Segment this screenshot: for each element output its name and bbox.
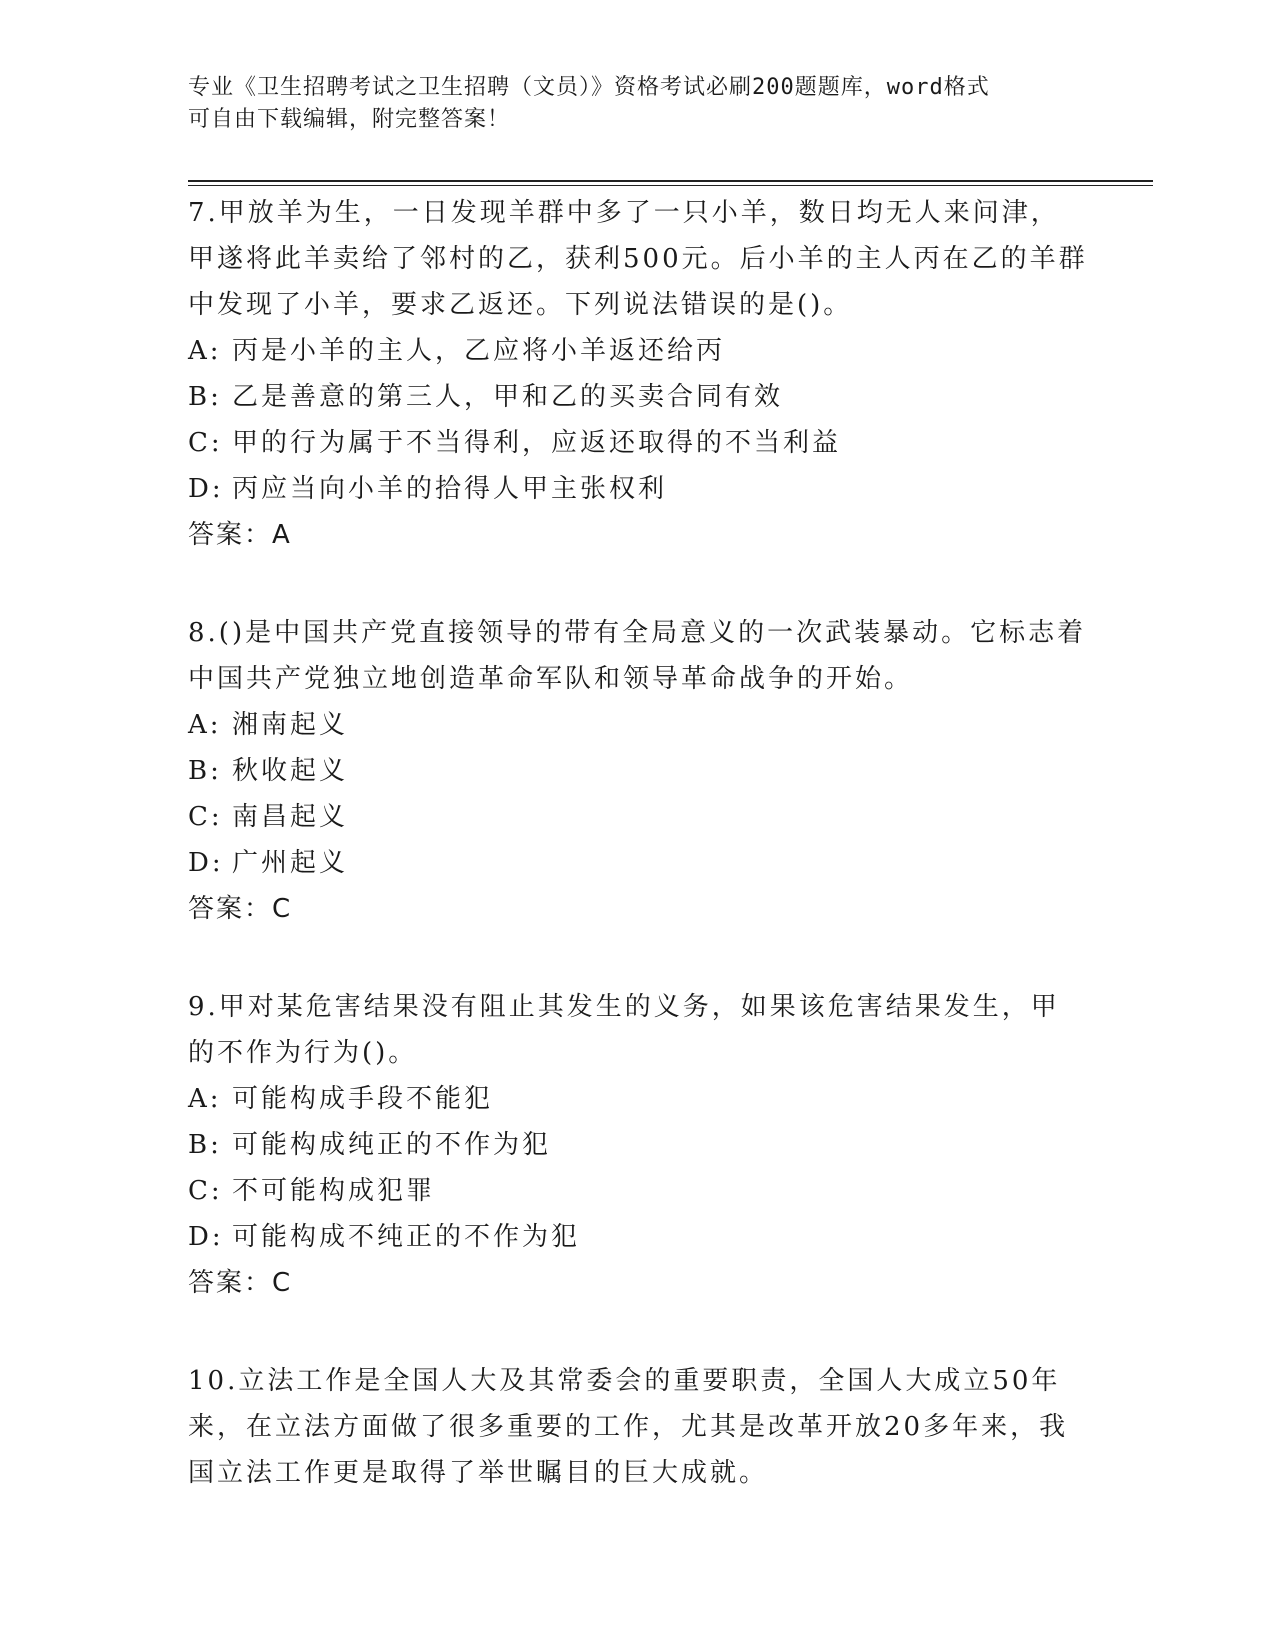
option-a: [188, 328, 1088, 374]
option-key: B:: [188, 1130, 222, 1160]
option-key: D:: [188, 1222, 224, 1252]
answer-line: 答案：A: [188, 520, 292, 550]
option-a: [188, 702, 1088, 748]
question-stem: 8.()是中国共产党直接领导的带有全局意义的一次武装暴动。它标志着中国共产党独立地创造革命军队和领导革命战争的开始。: [188, 618, 1087, 694]
header-line-1: 专业《卫生招聘考试之卫生招聘（文员）》资格考试必刷200题题库，word格式: [188, 75, 990, 100]
option-d: [188, 840, 1088, 886]
option-text: 甲的行为属于不当得利，应返还取得的不当利益: [232, 428, 842, 458]
option-text: 南昌起义: [232, 802, 349, 832]
option-text: 可能构成不纯正的不作为犯: [232, 1222, 581, 1252]
option-text: 秋收起义: [232, 756, 349, 786]
option-c: [188, 794, 1088, 840]
question-list: [188, 190, 1088, 1548]
document-header: [188, 72, 1068, 136]
option-d: [188, 1214, 1088, 1260]
option-a: [188, 1076, 1088, 1122]
option-text: 乙是善意的第三人，甲和乙的买卖合同有效: [232, 382, 784, 412]
option-text: 湘南起义: [232, 710, 349, 740]
option-text: 丙应当向小羊的拾得人甲主张权利: [232, 474, 668, 504]
option-key: A:: [188, 1084, 222, 1114]
option-text: 丙是小羊的主人，乙应将小羊返还给丙: [232, 336, 726, 366]
option-key: B:: [188, 382, 222, 412]
option-key: C:: [188, 1176, 223, 1206]
option-key: A:: [188, 710, 222, 740]
header-divider-thick: [188, 180, 1153, 182]
option-b: [188, 748, 1088, 794]
option-key: A:: [188, 336, 222, 366]
option-b: [188, 374, 1088, 420]
question-7: [188, 190, 1088, 558]
option-key: D:: [188, 848, 224, 878]
header-line-2: 可自由下载编辑，附完整答案！: [188, 107, 511, 132]
option-text: 不可能构成犯罪: [232, 1176, 436, 1206]
option-key: B:: [188, 756, 222, 786]
option-key: D:: [188, 474, 224, 504]
option-text: 广州起义: [232, 848, 349, 878]
option-c: [188, 420, 1088, 466]
option-text: 可能构成手段不能犯: [232, 1084, 494, 1114]
option-c: [188, 1168, 1088, 1214]
question-8: [188, 610, 1088, 932]
question-9: [188, 984, 1088, 1306]
question-stem: 9.甲对某危害结果没有阻止其发生的义务，如果该危害结果发生，甲的不作为行为()。: [188, 992, 1060, 1068]
answer-line: 答案：C: [188, 894, 293, 924]
option-b: [188, 1122, 1088, 1168]
option-key: C:: [188, 428, 223, 458]
header-divider-thin: [188, 185, 1153, 186]
option-text: 可能构成纯正的不作为犯: [232, 1130, 552, 1160]
question-stem: 10.立法工作是全国人大及其常委会的重要职责，全国人大成立50年来，在立法方面做了很多重要的工作，尤其是改革开放20多年来，我国立法工作更是取得了举世瞩目的巨大成就。: [188, 1366, 1069, 1488]
option-d: [188, 466, 1088, 512]
question-10: [188, 1358, 1088, 1496]
answer-line: 答案：C: [188, 1268, 293, 1298]
question-stem: 7.甲放羊为生，一日发现羊群中多了一只小羊，数日均无人来问津，甲遂将此羊卖给了邻村的乙，获利500元。后小羊的主人丙在乙的羊群中发现了小羊，要求乙返还。下列说法错误的是()。: [188, 198, 1088, 320]
option-key: C:: [188, 802, 223, 832]
